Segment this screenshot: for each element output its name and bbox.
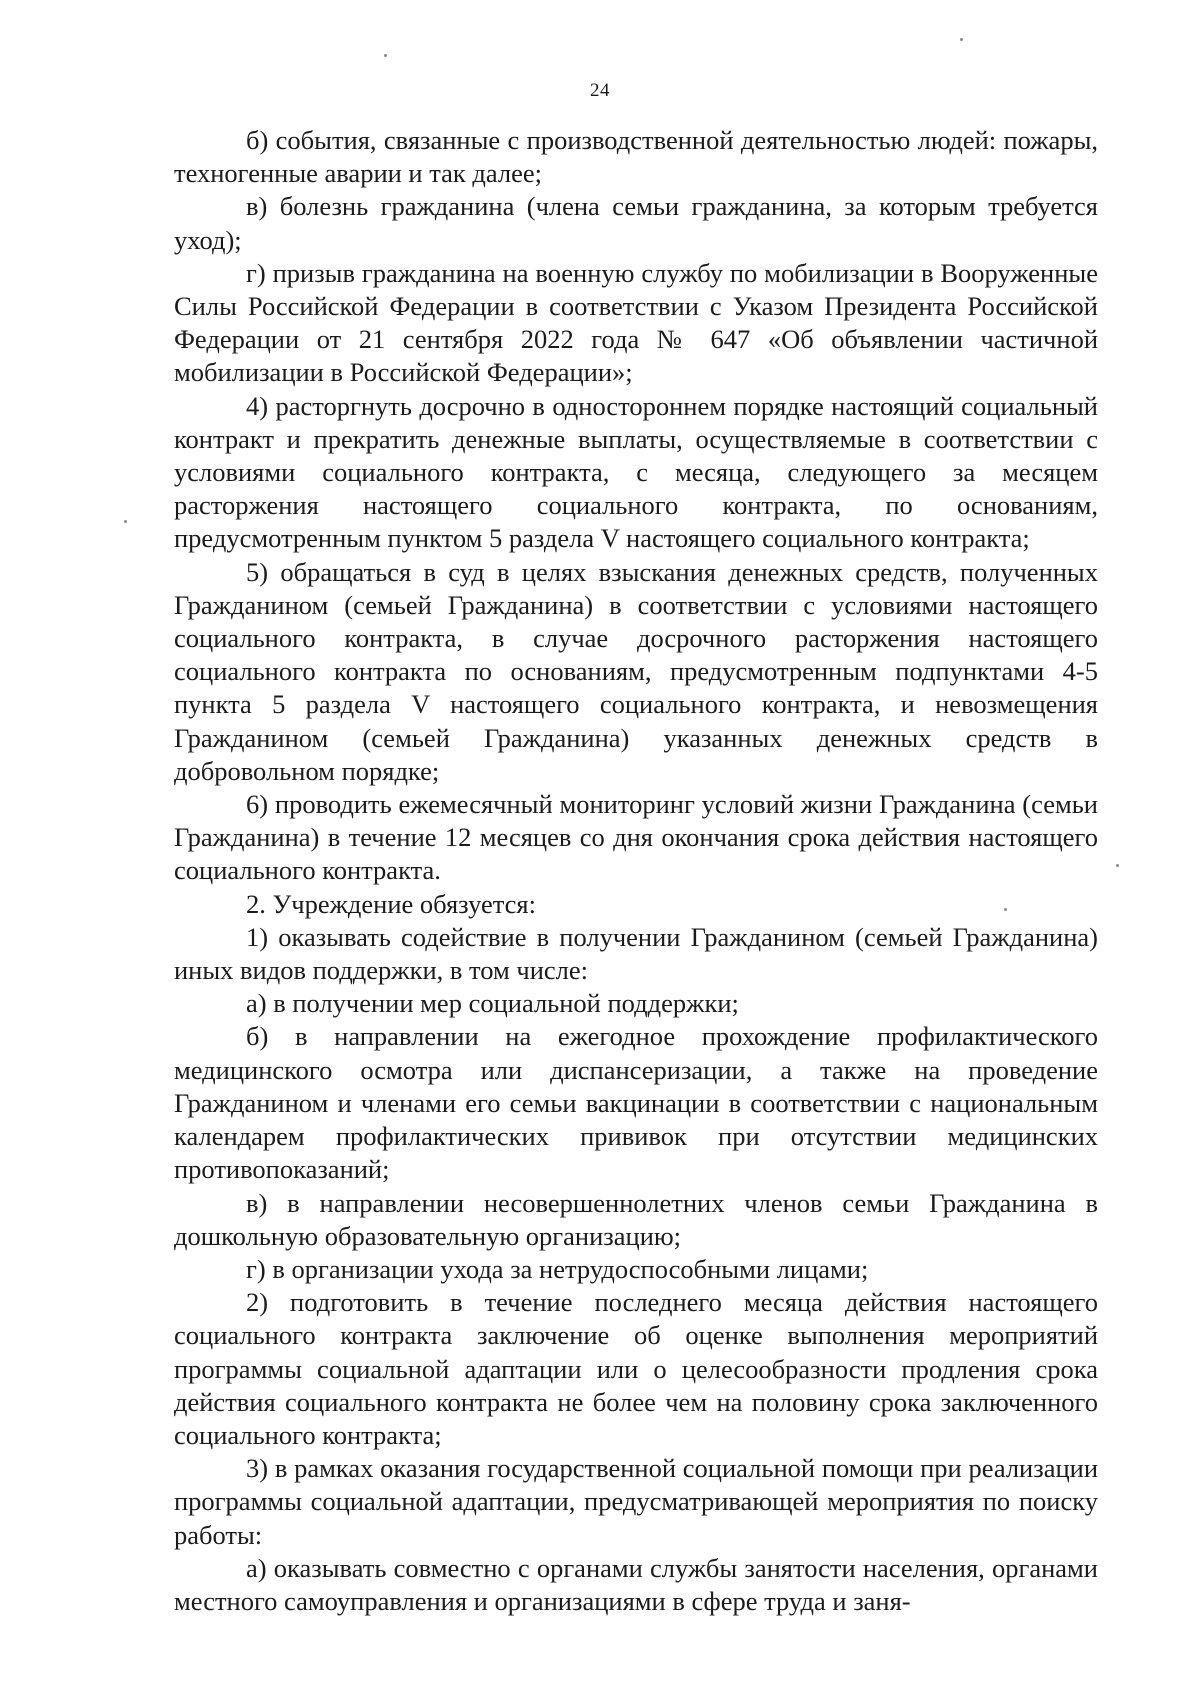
paragraph-v-preschool: в) в направлении несовершеннолетних членов семьи Гражданина в дошкольную образовательную организацию; [174,1187,1098,1251]
paragraph-v-illness: в) болезнь гражданина (члена семьи гражданина, за которым требуется уход); [174,191,1098,255]
paragraph-5-court: 5) обращаться в суд в целях взыскания денежных средств, полученных Гражданином (семьей Гражданина) в соответствии с условиями настоящего социального контракта, в случае досрочного расторжения настоящего социального контракта по основаниям, предусмотренным подпунктами 4-5 пункта 5 раздела V настоящего социального контракта, и невозмещения Гражданином (семьей Гражданина) указанных денежных средств в добровольном порядке; [174,556,1098,786]
paragraph-3-job-search: 3) в рамках оказания государственной социальной помощи при реализации программы социальной адаптации, предусматривающей мероприятия по поиску работы: [174,1453,1098,1550]
paragraph-a-social-support: а) в получении мер социальной поддержки; [246,988,739,1019]
paragraph-2-conclusion: 2) подготовить в течение последнего месяца действия настоящего социального контракта заключение об оценке выполнения мероприятий программы социальной адаптации или о целесообразности продления срока действия социального контракта не более чем на половину срока заключенного социального контракта; [174,1287,1098,1450]
page-number: 24 [590,80,610,101]
paragraph-6-monitoring: 6) проводить ежемесячный мониторинг условий жизни Гражданина (семьи Гражданина) в течение 12 месяцев со дня окончания срока действия настоящего социального контракта. [174,789,1098,886]
paragraph-b-medical: б) в направлении на ежегодное прохождение профилактического медицинского осмотра или диспансеризации, а также на проведение Гражданином и членами его семьи вакцинации в соответствии с национальным календарем профилактических прививок при отсутствии медицинских противопоказаний; [174,1021,1098,1185]
paragraph-1-assistance: 1) оказывать содействие в получении Гражданином (семьей Гражданина) иных видов поддержки, в том числе: [174,921,1098,986]
paragraph-g-mobilization: г) призыв гражданина на военную службу по мобилизации в Вооруженные Силы Российской Федерации в соответствии с Указом Президента Российской Федерации от 21 сентября 2022 года № 647 «Об объявлении частичной мобилизации в Российской Федерации»; [174,257,1098,388]
scan-speck [124,520,127,523]
paragraph-g-care: г) в организации ухода за нетрудоспособными лицами; [246,1253,869,1284]
paragraph-b-production-events: б) события, связанные с производственной деятельностью людей: пожары, техногенные аварии и так далее; [174,125,1098,189]
paragraph-a-employment: а) оказывать совместно с органами службы занятости населения, органами местного самоуправления и организациями в сфере труда и заня- [174,1552,1098,1616]
paragraph-2-institution-obligations: 2. Учреждение обязуется: [246,888,536,919]
scan-speck [960,38,963,41]
document-body [174,124,1098,1618]
scan-speck [384,54,387,57]
scan-speck [1116,864,1119,867]
paragraph-4-terminate-contract: 4) расторгнуть досрочно в одностороннем порядке настоящий социальный контракт и прекратить денежные выплаты, осуществляемые в соответствии с условиями социального контракта, с месяца, следующего за месяцем расторжения настоящего социального контракта, по основаниям, предусмотренным пунктом 5 раздела V настоящего социального контракта; [174,390,1098,554]
